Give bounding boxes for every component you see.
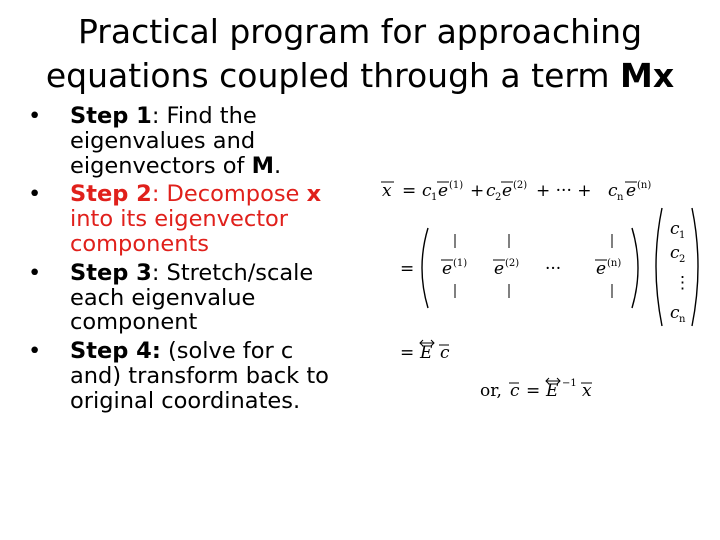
matrix-dots: ··· xyxy=(545,259,562,279)
eigvec-e2: e xyxy=(502,181,513,201)
step-3-text: : Stretch/scale each eigenvalue component xyxy=(70,259,314,336)
bullet-icon: • xyxy=(28,338,42,365)
matrix-e1: e xyxy=(442,259,453,279)
eigvec-e1: e xyxy=(438,181,449,201)
vector-cn-sub: n xyxy=(679,314,686,325)
left-paren-icon xyxy=(422,228,428,308)
equals-sign: = xyxy=(400,343,415,363)
vector-c: c xyxy=(440,343,450,363)
matrix-e2-sup: (2) xyxy=(505,258,520,269)
vector-cn: c xyxy=(670,303,680,323)
equals-sign: = xyxy=(400,259,415,279)
title-line-2 xyxy=(0,54,720,98)
eigvec-e1-sup: (1) xyxy=(449,180,464,191)
steps-list xyxy=(28,104,348,418)
step-1-item xyxy=(28,104,348,178)
coef-c2-sub: 2 xyxy=(495,192,502,203)
vector-c2: c xyxy=(670,243,680,263)
equation-svg xyxy=(370,160,710,420)
equals-sign: = xyxy=(526,381,541,401)
coef-cn-sub: n xyxy=(617,192,624,203)
or-label: or, xyxy=(480,381,502,401)
vector-c1-sub: 1 xyxy=(679,230,686,241)
right-paren-icon xyxy=(692,208,698,326)
title-term-mx: Mx xyxy=(620,56,675,95)
coef-cn: c xyxy=(608,181,618,201)
equation-line-3 xyxy=(400,340,450,363)
step-1-text: : Find the eigenvalues and eigenvectors of xyxy=(70,103,257,179)
equation-line-1 xyxy=(381,180,651,203)
or-matrix-E: E xyxy=(546,381,559,401)
slide-title xyxy=(0,10,720,98)
title-line-1: Practical program for approaching xyxy=(77,12,643,51)
bullet-icon: • xyxy=(28,103,42,129)
matrix-e2: e xyxy=(494,259,505,279)
bullet-icon: • xyxy=(28,181,42,208)
or-vector-x: x xyxy=(582,381,592,401)
coef-c1-sub: 1 xyxy=(431,192,438,203)
eigvec-e2-sup: (2) xyxy=(513,180,528,191)
plus-sign: + xyxy=(470,181,485,201)
step-4-item xyxy=(28,339,348,413)
step-1-label: Step 1 xyxy=(70,103,152,129)
vector-c1: c xyxy=(670,219,680,239)
step-2-tail: into its eigenvector components xyxy=(70,206,289,257)
title-line-2-text: equations coupled through a term xyxy=(45,56,620,95)
bullet-icon: • xyxy=(28,259,42,286)
step-4-label: Step 4: xyxy=(70,338,161,365)
equals-sign: = xyxy=(402,181,417,201)
left-paren-icon xyxy=(656,208,662,326)
matrix-e1-sup: (1) xyxy=(453,258,468,269)
step-4-text: (solve for c and) transform back to original coordinates. xyxy=(70,338,329,414)
step-2-label: Step 2 xyxy=(70,181,152,208)
step-3-item xyxy=(28,261,348,335)
equation-line-2 xyxy=(400,208,698,326)
step-1-tail: . xyxy=(273,152,282,179)
step-2-vector: x xyxy=(306,181,322,208)
step-3-label: Step 3 xyxy=(70,259,152,286)
coef-c2: c xyxy=(486,181,496,201)
step-2-item xyxy=(28,182,348,256)
step-1-matrix: M xyxy=(251,152,274,179)
plus-dots: + ··· + xyxy=(536,181,592,201)
eigvec-en-sup: (n) xyxy=(637,180,652,191)
x-symbol: x xyxy=(382,181,392,201)
coef-c1: c xyxy=(422,181,432,201)
matrix-E: E xyxy=(420,343,433,363)
matrix-en-sup: (n) xyxy=(607,258,622,269)
vector-vdots: ⋮ xyxy=(674,273,691,293)
matrix-en: e xyxy=(596,259,607,279)
equation-line-4 xyxy=(480,378,592,401)
equation-block xyxy=(370,160,710,420)
right-paren-icon xyxy=(632,228,638,308)
step-2-text: : Decompose xyxy=(151,181,307,208)
or-vector-c: c xyxy=(510,381,520,401)
vector-c2-sub: 2 xyxy=(679,254,686,265)
eigvec-en: e xyxy=(626,181,637,201)
inverse-sup: −1 xyxy=(562,378,577,389)
